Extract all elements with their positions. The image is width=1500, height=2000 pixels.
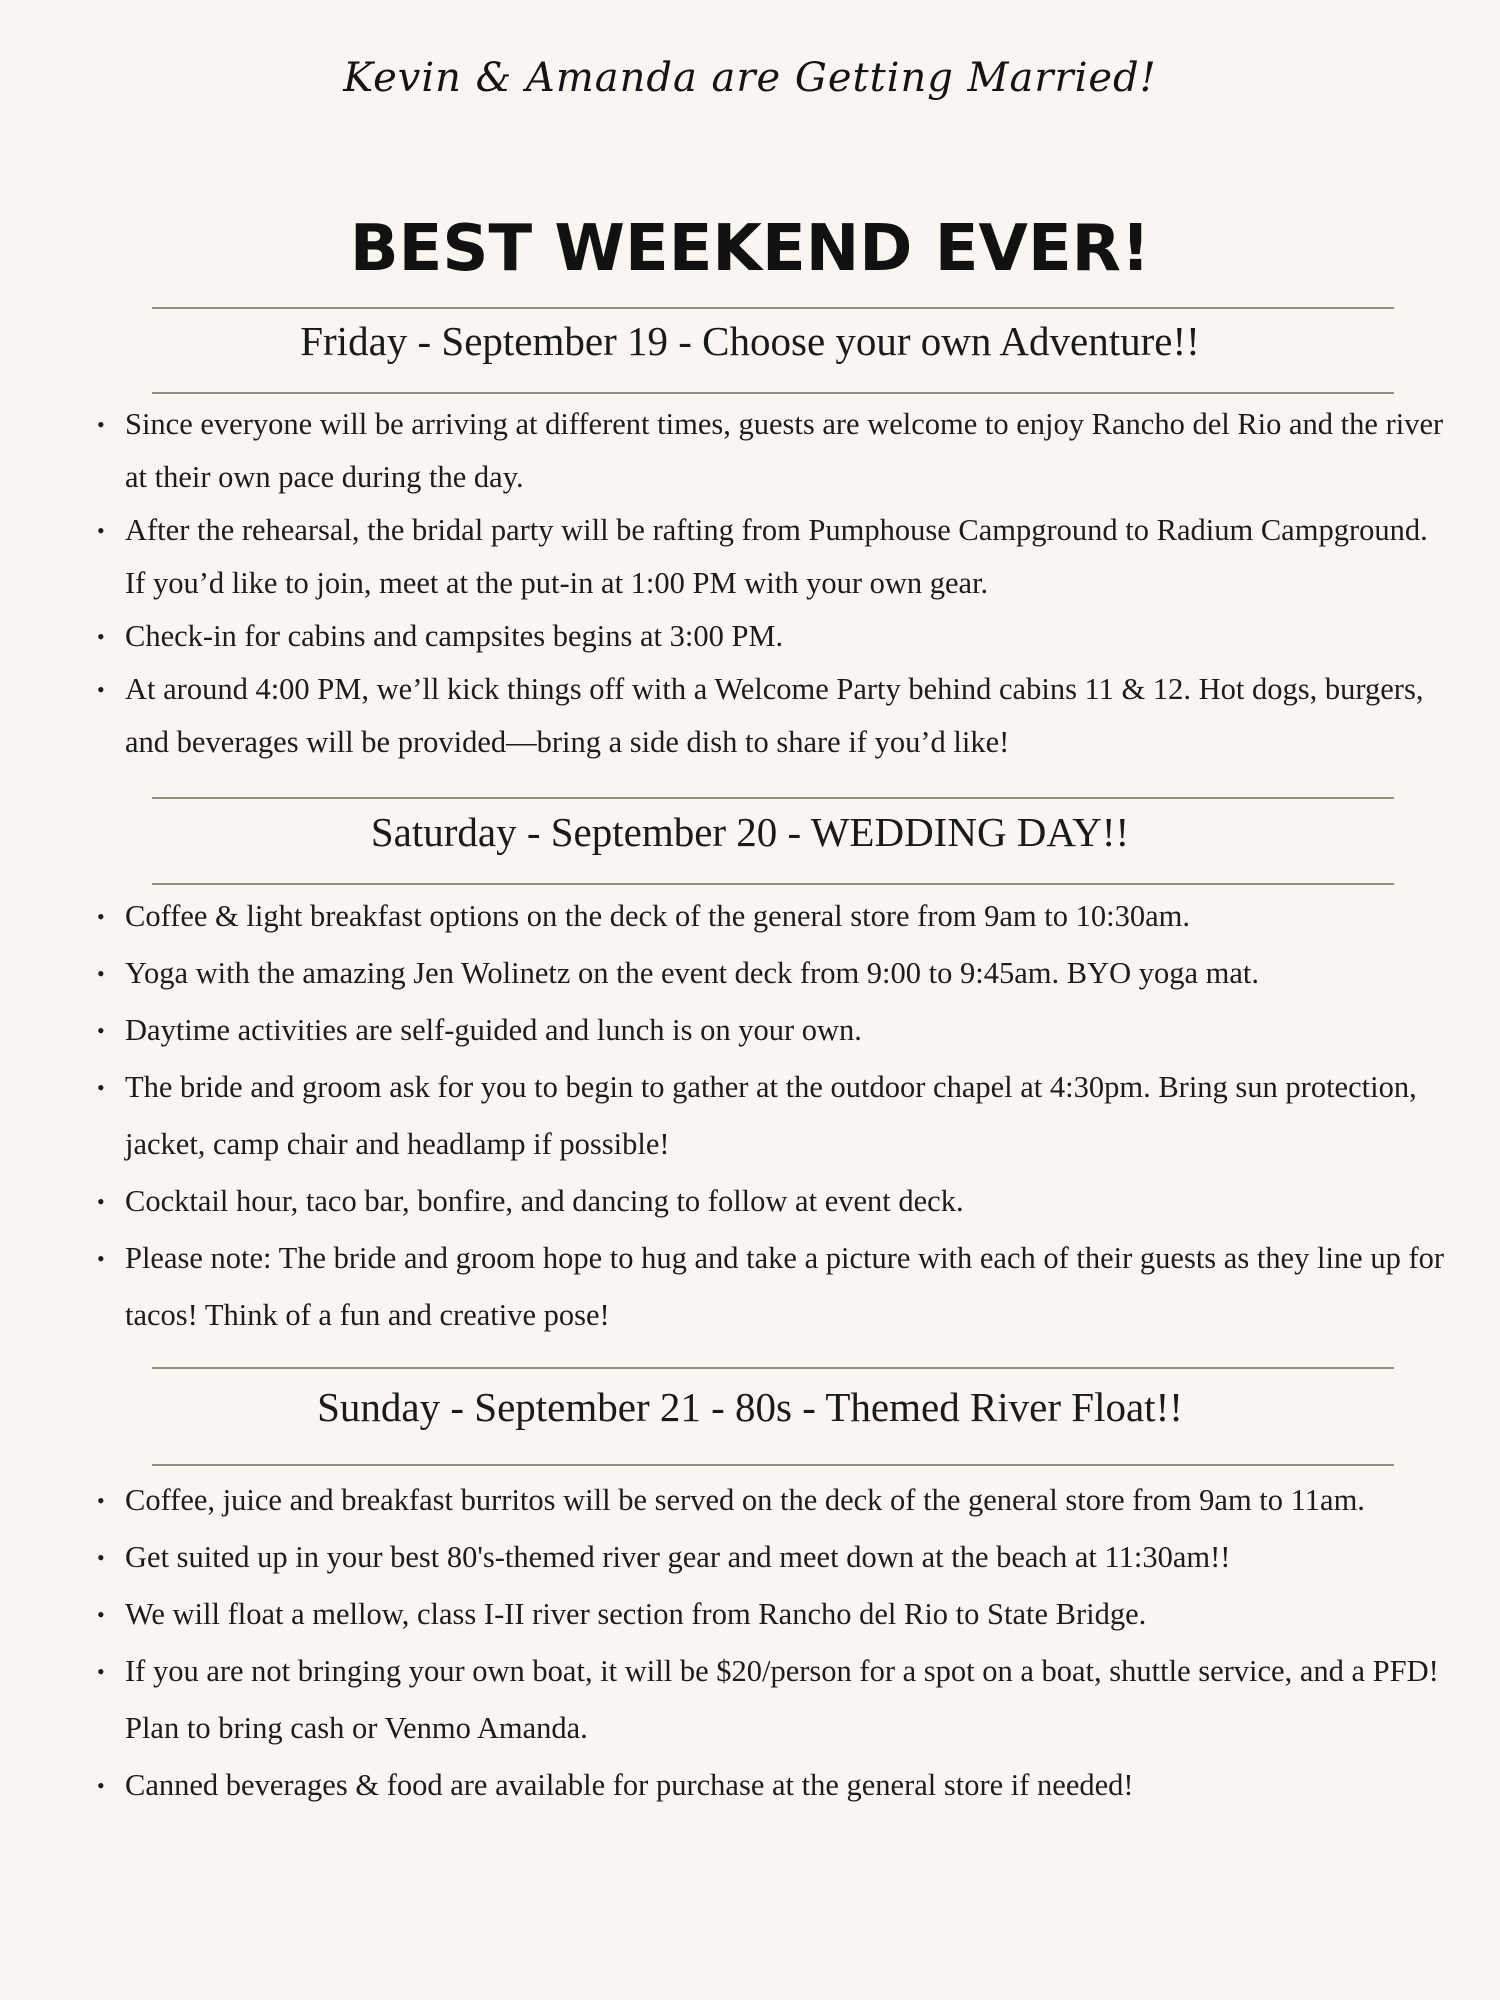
list-item-text: Coffee, juice and breakfast burritos will be served on the deck of the general store from 9am to 11am. (125, 1483, 1365, 1517)
list-item (97, 1173, 1455, 1230)
list-item-text: After the rehearsal, the bridal party will be rafting from Pumphouse Campground to Radium Campground. If you’d like to join, meet at the put-in at 1:00 PM with your own gear. (125, 513, 1428, 600)
list-item (97, 1472, 1455, 1529)
bullet-icon: • (97, 1545, 105, 1570)
divider (152, 392, 1394, 394)
list-item-text: Yoga with the amazing Jen Wolinetz on the event deck from 9:00 to 9:45am. BYO yoga mat. (125, 956, 1260, 990)
list-item-text: The bride and groom ask for you to begin to gather at the outdoor chapel at 4:30pm. Bring sun protection, jacket, camp chair and headlamp if possible! (125, 1070, 1417, 1161)
bullet-icon: • (97, 1602, 105, 1627)
list-item-text: Cocktail hour, taco bar, bonfire, and dancing to follow at event deck. (125, 1184, 964, 1218)
bullet-icon: • (97, 412, 105, 437)
divider (152, 1464, 1394, 1466)
list-item-text: If you are not bringing your own boat, it will be $20/person for a spot on a boat, shuttle service, and a PFD! Plan to bring cash or Venmo Amanda. (125, 1654, 1439, 1745)
list-item (97, 504, 1455, 610)
bullet-icon: • (97, 1659, 105, 1684)
list-item-text: Daytime activities are self-guided and lunch is on your own. (125, 1013, 862, 1047)
bullet-icon: • (97, 677, 105, 702)
divider (152, 883, 1394, 885)
bullet-icon: • (97, 961, 105, 986)
list-item-text: Get suited up in your best 80's-themed river gear and meet down at the beach at 11:30am!! (125, 1540, 1231, 1574)
list-item (97, 888, 1455, 945)
list-item-text: At around 4:00 PM, we’ll kick things off with a Welcome Party behind cabins 11 & 12. Hot dogs, burgers, and beverages will be provided—bring a side dish to share if you’d like! (125, 672, 1424, 759)
list-item (97, 1757, 1455, 1814)
bullet-icon: • (97, 904, 105, 929)
bullet-icon: • (97, 1773, 105, 1798)
list-item-text: We will float a mellow, class I-II river section from Rancho del Rio to State Bridge. (125, 1597, 1147, 1631)
bullet-icon: • (97, 518, 105, 543)
list-item-text: Coffee & light breakfast options on the deck of the general store from 9am to 10:30am. (125, 899, 1190, 933)
saturday-list (97, 888, 1455, 1344)
sunday-list (97, 1472, 1455, 1814)
list-item (97, 610, 1455, 663)
bullet-icon: • (97, 1075, 105, 1100)
list-item (97, 398, 1455, 504)
saturday-title: Saturday - September 20 - WEDDING DAY!! (370, 809, 1130, 855)
list-item-text: Check-in for cabins and campsites begins at 3:00 PM. (125, 619, 784, 653)
list-item-text: Since everyone will be arriving at different times, guests are welcome to enjoy Rancho del Rio and the river at their own pace during the day. (125, 407, 1444, 494)
list-item (97, 1230, 1455, 1344)
list-item (97, 1002, 1455, 1059)
list-item (97, 1059, 1455, 1173)
divider (152, 797, 1394, 799)
sunday-title: Sunday - September 21 - 80s - Themed River Float!! (317, 1384, 1183, 1430)
divider (152, 1367, 1394, 1369)
bullet-icon: • (97, 624, 105, 649)
headline: BEST WEEKEND EVER! (349, 212, 1151, 286)
friday-list (97, 398, 1455, 769)
divider (152, 307, 1394, 309)
friday-title: Friday - September 19 - Choose your own Adventure!! (300, 318, 1200, 364)
bullet-icon: • (97, 1488, 105, 1513)
list-item-text: Canned beverages & food are available for purchase at the general store if needed! (125, 1768, 1134, 1802)
list-item (97, 945, 1455, 1002)
bullet-icon: • (97, 1246, 105, 1271)
list-item (97, 663, 1455, 769)
list-item-text: Please note: The bride and groom hope to hug and take a picture with each of their guests as they line up for tacos! Think of a fun and creative pose! (125, 1241, 1445, 1332)
list-item (97, 1529, 1455, 1586)
list-item (97, 1586, 1455, 1643)
bullet-icon: • (97, 1189, 105, 1214)
bullet-icon: • (97, 1018, 105, 1043)
list-item (97, 1643, 1455, 1757)
script-title: Kevin & Amanda are Getting Married! (343, 55, 1157, 101)
